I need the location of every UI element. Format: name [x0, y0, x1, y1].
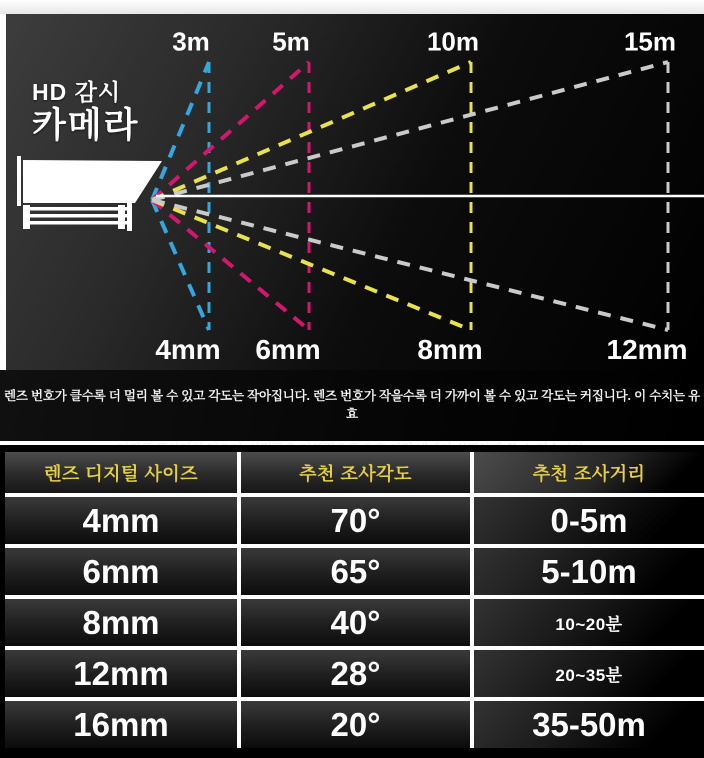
table-cell-4mm-size: 4mm [5, 497, 237, 544]
table-cell-12mm-size: 12mm [5, 650, 237, 697]
camera-title-line2: 카메라 [32, 105, 140, 145]
lens-explanation [0, 370, 704, 441]
page-top-margin [0, 0, 704, 14]
table-cell-4mm-distance: 0-5m [474, 497, 704, 544]
table-cell-6mm-angle: 65° [241, 548, 470, 595]
table-header-col2: 추천 조사각도 [241, 452, 470, 493]
table-cell-12mm-angle: 28° [241, 650, 470, 697]
lens-spec-table-section [0, 445, 704, 758]
table-cell-6mm-size: 6mm [5, 548, 237, 595]
lens-label-8mm: 8mm [417, 334, 483, 365]
table-cell-16mm-size: 16mm [5, 701, 237, 748]
lens-angle-diagram [6, 14, 704, 370]
distance-label-15m: 15m [623, 26, 677, 57]
lens-spec-table [5, 452, 704, 748]
distance-label-5m: 5m [272, 26, 310, 57]
lens-label-6mm: 6mm [255, 334, 321, 365]
table-cell-8mm-angle: 40° [241, 599, 470, 646]
table-cell-12mm-distance: 20~35분 [474, 650, 704, 697]
lens-explanation-line1: 렌즈 번호가 클수록 더 멀리 볼 수 있고 각도는 작아집니다. 렌즈 번호가 작을수록 더 가까이 볼 수 있고 각도는 커집니다. 이 수치는 유효 [3, 389, 701, 421]
table-cell-8mm-distance: 10~20분 [474, 599, 704, 646]
table-cell-16mm-angle: 20° [241, 701, 470, 748]
view-cone-chart [6, 14, 704, 370]
distance-label-10m: 10m [426, 26, 480, 57]
lens-label-4mm: 4mm [155, 334, 221, 365]
table-cell-4mm-angle: 70° [241, 497, 470, 544]
lens-label-12mm: 12mm [606, 334, 688, 365]
camera-title [32, 80, 139, 145]
table-header-col3: 추천 조사거리 [474, 452, 704, 493]
table-cell-6mm-distance: 5-10m [474, 548, 704, 595]
table-cell-16mm-distance: 35-50m [474, 701, 704, 748]
distance-label-3m: 3m [172, 26, 210, 57]
camera-title-line1: HD 감시 [32, 79, 122, 105]
camera-icon [17, 156, 162, 231]
table-header-col1: 렌즈 디지털 사이즈 [5, 452, 237, 493]
table-cell-8mm-size: 8mm [5, 599, 237, 646]
